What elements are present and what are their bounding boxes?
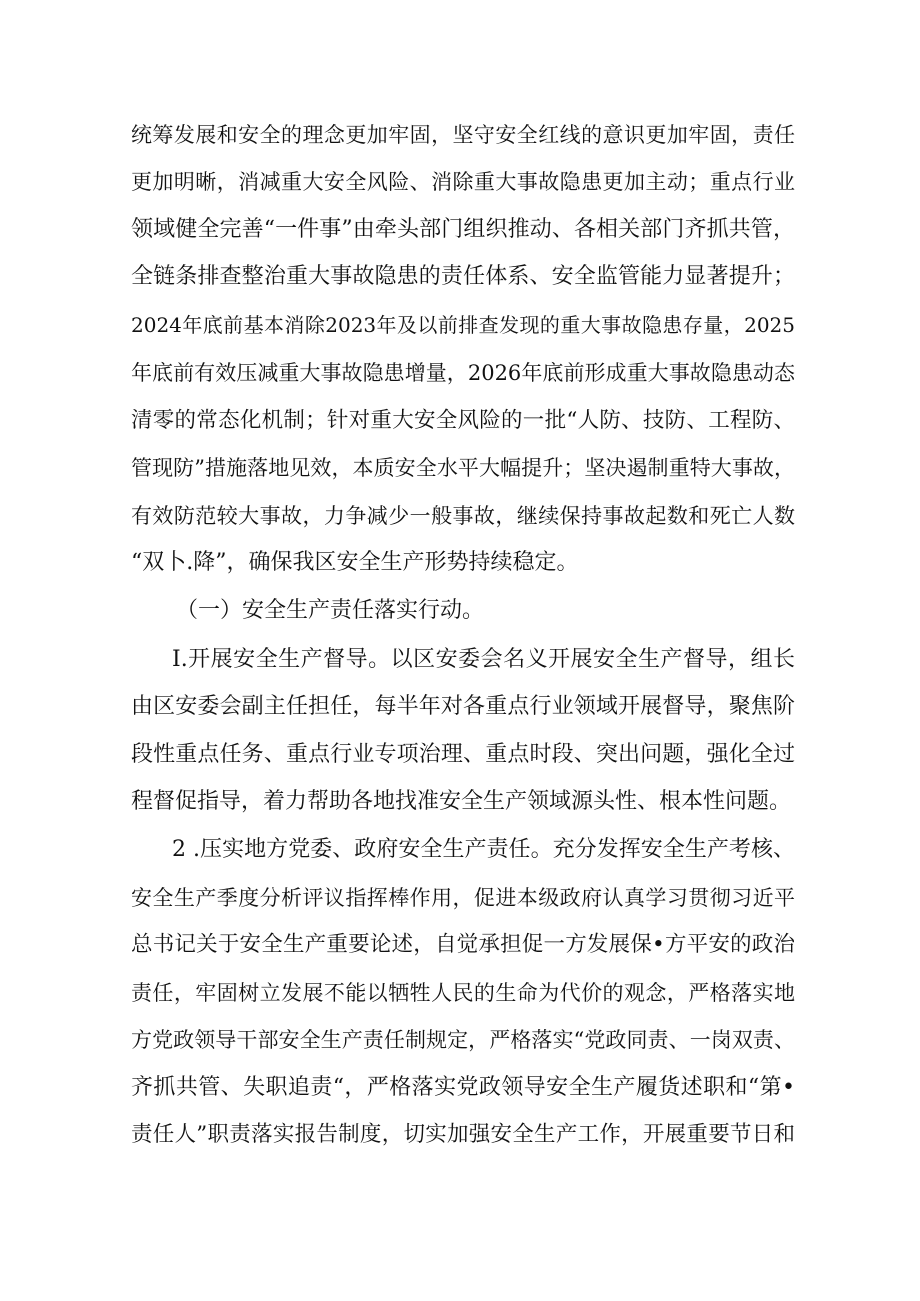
text-line: 有效防范较大事故，力争减少一般事故，继续保持事故起数和死亡人数 — [131, 504, 795, 528]
text-line: 总书记关于安全生产重要论述，自觉承担促一方发展保•方平安的政治 — [131, 932, 795, 957]
text-line: 由区安委会副主任担任，每半年对各重点行业领域开展督导，聚焦阶 — [131, 694, 795, 719]
text-line: “双卜.降”，确保我区安全生产形势持续稳定。 — [131, 550, 579, 575]
text-line: I.开展安全生产督导。以区安委会名义开展安全生产督导，组长 — [172, 647, 795, 672]
text-line: 责任人”职责落实报告制度，切实加强安全生产工作，开展重要节日和 — [131, 1122, 795, 1147]
text-line: 管现防”措施落地见效，本质安全水平大幅提升；坚决遏制重特大事故， — [131, 456, 795, 480]
text-line: 年底前有效压减重大事故隐患增量，2026年底前形成重大事故隐患动态 — [131, 361, 795, 385]
section-heading: （一）安全生产责任落实行动。 — [176, 598, 485, 623]
text-line: 领域健全完善“一件事”由牵头部门组织推动、各相关部门齐抓共管， — [131, 217, 795, 242]
text-line: 全链条排查整治重大事故隐患的责任体系、安全监管能力显著提升； — [131, 264, 795, 289]
text-line: 方党政领导干部安全生产责任制规定，严格落实“党政同责、一岗双责、 — [131, 1028, 795, 1052]
text-line: 2024年底前基本消除2023年及以前排查发现的重大事故隐患存量，2025 — [131, 313, 795, 337]
text-line: 段性重点任务、重点行业专项治理、重点时段、突出问题，强化全过 — [131, 742, 795, 767]
text-line: 2 .压实地方党委、政府安全生产责任。充分发挥安全生产考核、 — [172, 837, 795, 862]
text-line: 安全生产季度分析评议指挥棒作用，促进本级政府认真学习贯彻习近平 — [131, 886, 795, 910]
text-line: 齐抓共管、失职追责“，严格落实党政领导安全生产履货述职和“第• — [131, 1075, 795, 1100]
text-line: 清零的常态化机制；针对重大安全风险的一批“人防、技防、工程防、 — [131, 408, 795, 433]
text-line: 统筹发展和安全的理念更加牢固，坚守安全红线的意识更加牢固，责任 — [131, 123, 795, 147]
text-line: 更加明晰，消减重大安全风险、消除重大事故隐患更加主动；重点行业 — [131, 170, 795, 194]
text-line: 程督促指导，着力帮助各地找准安全生产领域源头性、根本性问题。 — [131, 789, 792, 814]
text-line: 责任，牢固树立发展不能以牺牲人民的生命为代价的观念，严格落实地 — [131, 981, 795, 1005]
